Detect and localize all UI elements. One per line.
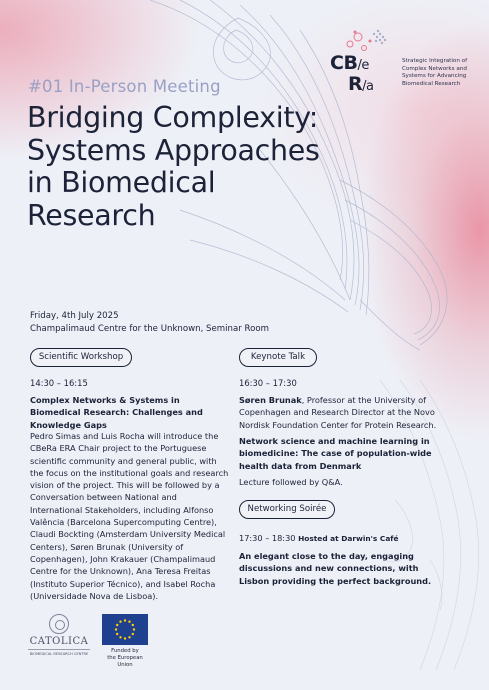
logo-mark-top: CB xyxy=(330,52,358,74)
keynote-time: 16:30 – 17:30 xyxy=(239,378,297,388)
soiree-time-line xyxy=(239,532,469,545)
logo-mark-top-small: /e xyxy=(357,58,369,73)
soiree-description: An elegant close to the day, engaging discussions and new connections, with Lisbon providing the perfect background. xyxy=(239,551,432,586)
event-title: Bridging Complexity: Systems Approaches in Biomedical Research xyxy=(27,101,320,232)
eu-stars-icon xyxy=(102,614,148,645)
eu-caption-line-2: the European Union xyxy=(107,655,143,668)
event-date-venue xyxy=(30,310,269,336)
cbera-logo xyxy=(330,30,480,100)
eu-caption xyxy=(100,648,150,669)
meeting-label: #01 In-Person Meeting xyxy=(28,77,221,96)
catolica-name: CATOLICA xyxy=(29,636,89,647)
keynote-speaker: Søren Brunak xyxy=(239,395,302,405)
catolica-seal-icon xyxy=(49,614,69,634)
logo-mark-bottom-small: /a xyxy=(362,79,374,94)
keynote-speaker-desc: , Professor at the University of Copenhagen and Research Director at the Novo Nordisk Foundation Center for Protein Research. xyxy=(239,395,437,430)
eu-flag-icon xyxy=(102,614,148,645)
event-venue: Champalimaud Centre for the Unknown, Seminar Room xyxy=(30,324,270,334)
keynote-speaker-block xyxy=(239,394,464,431)
soiree-pill: Networking Soirée xyxy=(239,500,335,519)
soiree-host: Hosted at Darwin's Café xyxy=(298,534,399,543)
keynote-note: Lecture followed by Q&A. xyxy=(239,477,343,487)
logo-tagline: Strategic Integration of Complex Networks and Systems for Advancing Biomedical Research xyxy=(402,58,468,88)
workshop-time: 14:30 – 16:15 xyxy=(30,378,88,388)
workshop-pill: Scientific Workshop xyxy=(30,348,132,367)
keynote-talk-title: Network science and machine learning in biomedicine: The case of population-wide health data from Denmark xyxy=(239,436,432,471)
workshop-heading: Complex Networks & Systems in Biomedical Research: Challenges and Knowledge Gaps xyxy=(30,395,203,430)
soiree-time: 17:30 – 18:30 xyxy=(239,533,296,543)
logo-wordmark xyxy=(330,54,374,94)
logo-mark-bottom: R xyxy=(348,73,363,95)
workshop-body: Pedro Simas and Luis Rocha will introduce the CBeRa ERA Chair project to the Portuguese scientific community and general public, with the focus on the institutional goals and research vision of the project. This will be followed by a Conversation between National and International Stakeholders, including Alfonso Valência (Barcelona Supercomputing Centre), Claudi Bockting (Amsterdam University Medical Centers), Søren Brunak (University of Copenhagen), John Krakauer (Champalimaud Centre for the Unknown), Ana Teresa Freitas (Instituto Superior Técnico), and Isabel Rocha (Universidade Nova de Lisboa). xyxy=(30,431,229,601)
eu-caption-line-1: Funded by xyxy=(111,648,139,654)
event-date: Friday, 4th July 2025 xyxy=(30,311,119,321)
catolica-logo xyxy=(28,614,90,656)
eu-funding-logo xyxy=(100,614,150,669)
keynote-pill: Keynote Talk xyxy=(239,348,317,367)
catolica-subtitle: BIOMEDICAL RESEARCH CENTRE xyxy=(28,649,90,656)
